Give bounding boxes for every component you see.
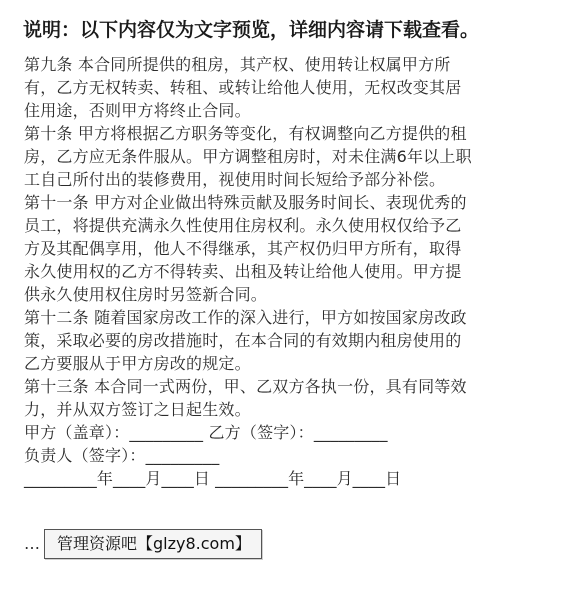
signature-date-line: _________年____月____日 _________年____月____日 [24,469,402,488]
text-line: 第十二条 随着国家房改工作的深入进行，甲方如按国家房改政 [24,308,467,327]
text-line: 乙方要服从于甲方房改的规定。 [24,354,251,373]
text-line: 有，乙方无权转卖、转租、或转让给他人使用，无权改变其居 [24,78,462,97]
text-line: 房，乙方应无条件服从。甲方调整租房时，对未住满6年以上职 [24,147,472,166]
text-line: 供永久使用权住房时另签新合同。 [24,285,268,304]
text-line: 第九条 本合同所提供的租房，其产权、使用转让权属甲方所 [24,55,451,74]
text-line: 工自己所付出的装修费用，视使用时间长短给予部分补偿。 [24,170,446,189]
text-line: 住用途，否则甲方将终止合同。 [24,101,251,120]
text-line: 力，并从双方签订之日起生效。 [24,400,251,419]
text-line: 第十三条 本合同一式两份，甲、乙双方各执一份，具有同等效 [24,377,467,396]
text-line: 第十条 甲方将根据乙方职务等变化，有权调整向乙方提供的租 [24,124,467,143]
footer [24,530,262,558]
text-line: 方及其配偶享用，他人不得继承，其产权仍归甲方所有，取得 [24,239,462,258]
text-line: 第十一条 甲方对企业做出特殊贡献及服务时间长、表现优秀的 [24,193,467,212]
text-line: 永久使用权的乙方不得转卖、出租及转让给他人使用。甲方提 [24,262,462,281]
signature-party-line: 甲方（盖章）：_________ 乙方（签字）：_________ [24,423,388,442]
contract-text [24,53,564,490]
preview-notice: 说明：以下内容仅为文字预览，详细内容请下载查看。 [23,19,480,41]
text-line: 策，采取必要的房改措施时，在本合同的有效期内租房使用的 [24,331,462,350]
signature-responsible-line: 负责人（签字）：_________ [24,446,220,465]
ellipsis-text: … [24,534,40,553]
text-line: 员工，将提供充满永久性使用住房权利。永久使用权仅给予乙 [24,216,462,235]
brand-link-box[interactable]: 管理资源吧【glzy8.com】 [44,529,262,559]
